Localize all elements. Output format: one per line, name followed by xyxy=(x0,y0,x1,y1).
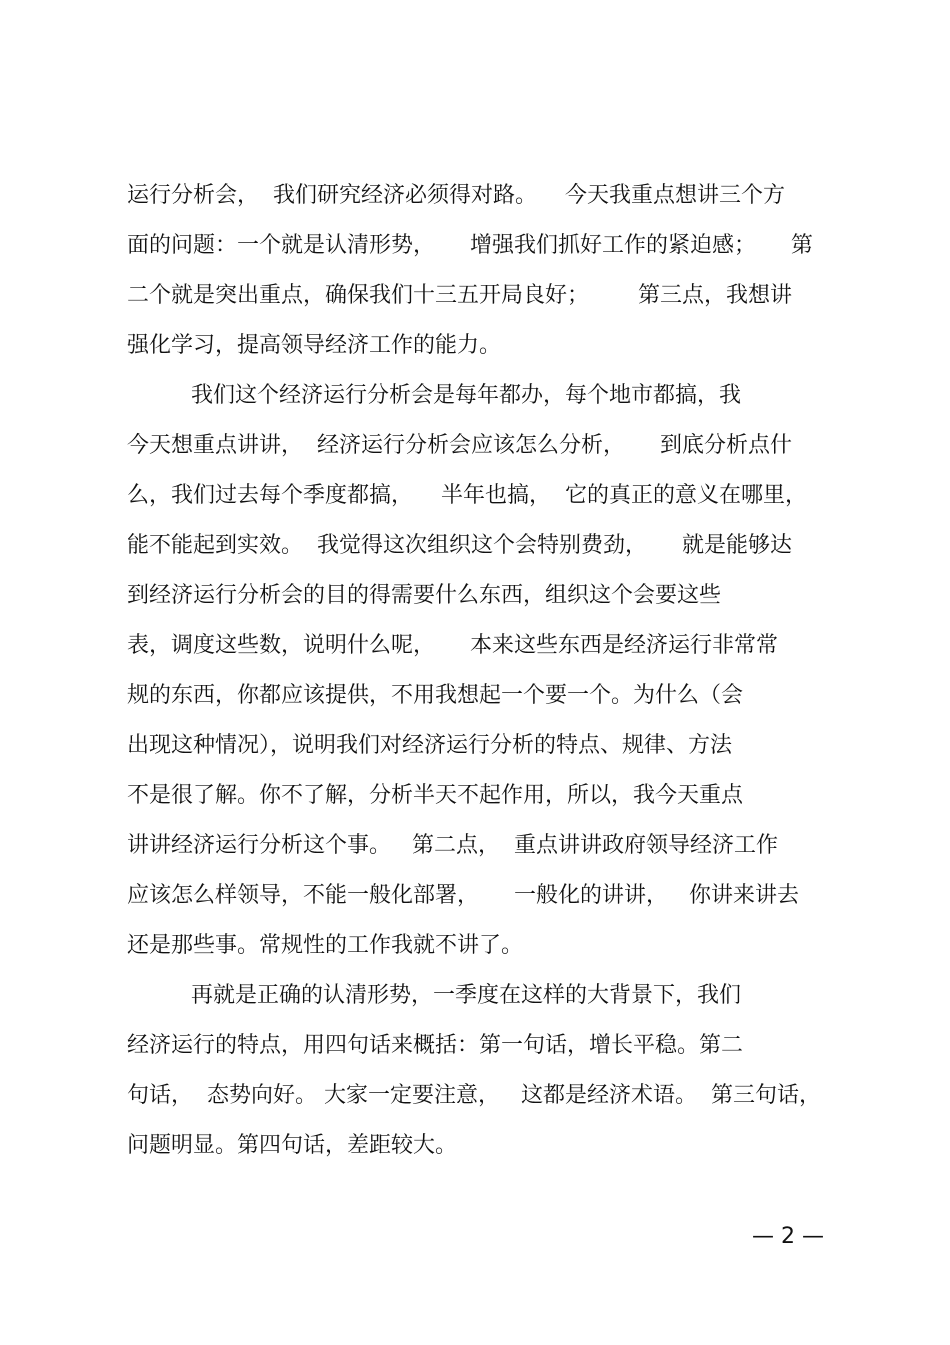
text-line: 讲讲经济运行分析这个事。 第二点， 重点讲讲政府领导经济工作 xyxy=(127,833,778,858)
text-line: 今天想重点讲讲， 经济运行分析会应该怎么分析， 到底分析点什 xyxy=(127,433,792,458)
text-line: 强化学习，提高领导经济工作的能力。 xyxy=(127,333,502,358)
text-line: 面的问题：一个就是认清形势， 增强我们抓好工作的紧迫感； 第 xyxy=(127,233,813,258)
text-line: 二个就是突出重点，确保我们十三五开局良好； 第三点，我想讲 xyxy=(127,283,792,308)
paragraph-start-line: 再就是正确的认清形势，一季度在这样的大背景下，我们 xyxy=(191,983,742,1008)
paragraph-start-line: 我们这个经济运行分析会是每年都办，每个地市都搞，我 xyxy=(191,383,742,408)
text-line: 句话， 态势向好。 大家一定要注意， 这都是经济术语。 第三句话， xyxy=(127,1083,821,1108)
text-line: 不是很了解。你不了解，分析半天不起作用，所以，我今天重点 xyxy=(127,783,744,808)
text-line: 规的东西，你都应该提供，不用我想起一个要一个。为什么（会 xyxy=(127,683,744,708)
text-line: 表，调度这些数，说明什么呢， 本来这些东西是经济运行非常常 xyxy=(127,633,778,658)
text-line: 到经济运行分析会的目的得需要什么东西，组织这个会要这些 xyxy=(127,583,722,608)
text-line: 运行分析会， 我们研究经济必须得对路。 今天我重点想讲三个方 xyxy=(127,183,785,208)
text-line: 么，我们过去每个季度都搞， 半年也搞， 它的真正的意义在哪里， xyxy=(127,483,807,508)
text-line: 出现这种情况），说明我们对经济运行分析的特点、规律、方法 xyxy=(127,733,733,758)
text-line: 经济运行的特点，用四句话来概括：第一句话，增长平稳。第二 xyxy=(127,1033,744,1058)
text-line: 应该怎么样领导，不能一般化部署， 一般化的讲讲， 你讲来讲去 xyxy=(127,883,799,908)
text-line: 还是那些事。常规性的工作我就不讲了。 xyxy=(127,933,524,958)
text-line: 问题明显。第四句话，差距较大。 xyxy=(127,1133,458,1158)
text-line: 能不能起到实效。 我觉得这次组织这个会特别费劲， 就是能够达 xyxy=(127,533,792,558)
page-number: — 2 — xyxy=(752,1224,824,1249)
